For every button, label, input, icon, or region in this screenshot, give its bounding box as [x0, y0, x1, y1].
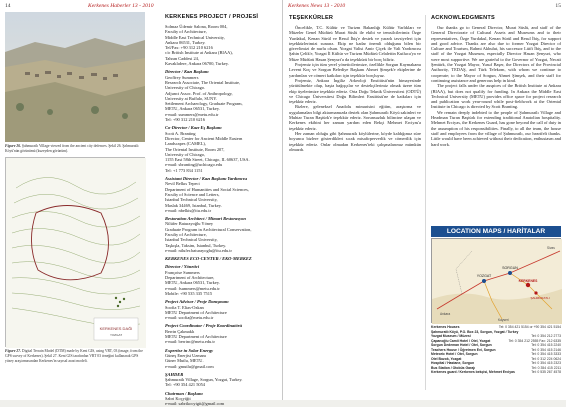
contact-line: Research Associate, The Oriental Institute,: [165, 79, 241, 85]
contact-block: [165, 372, 277, 388]
column-divider: [425, 15, 426, 390]
legend-rows: [431, 325, 561, 375]
svg-text:KERKENES DAĞI: KERKENES DAĞI: [99, 326, 133, 332]
svg-text:YOZGAT: YOZGAT: [109, 333, 123, 338]
contact-line: Berrin Çakmaklı: [165, 328, 195, 334]
contact-line: Sabri Koçyiğit: [165, 396, 191, 401]
contact-line: e-mail: nilufer.baturayoglu@itu.edu.tr: [165, 247, 232, 253]
contact-line: Tahran Caddesi 24,: [165, 55, 199, 61]
contact-role: Director / Yönetici: [165, 264, 200, 270]
figure-26-text: Şahmuratlı Village viewed from the ancient city defences. Şekil 26. Şahmuratlı Köyü'nün görünümü (kuzeyden görünüm).: [5, 144, 139, 153]
figure-27-label: Figure 27.: [5, 349, 21, 354]
village-photo-illustration: [5, 12, 145, 142]
contact-line: University of Chicago,: [165, 151, 206, 157]
contact-role: Assistant Director / Kazı Başkanı Yardımcısı: [165, 176, 248, 182]
legend-place: Hospital / Hastane, Sorgun: [431, 361, 475, 365]
contact-line: Solmaz Üdemir Salona, Room 004,: [165, 24, 228, 29]
contact-line: Scott A. Branting: [165, 130, 196, 136]
contact-line: Ankara 06531, Turkey.: [165, 39, 206, 45]
contact-line: Françoise Summers: [165, 269, 200, 275]
contact-line: Istanbul Technical University,: [165, 237, 218, 243]
contact-line: Adjunct Assoc. Prof. of Anthropology,: [165, 90, 233, 96]
kerkenes-project-heading: KERKENES PROJECT / PROJESİ: [165, 14, 259, 20]
contact-block: [165, 323, 277, 344]
dtm-map-illustration: [6, 158, 146, 348]
contact-line: Geoffrey Summers: [165, 74, 199, 80]
contact-line: Tel: +90 354 421 5054: [165, 382, 205, 388]
contact-line: Istanbul Technical University,: [165, 197, 218, 203]
legend-phone: Tel: 0 354 415 3333: [531, 352, 561, 356]
contact-line: Faculty of Science and Letters,: [165, 191, 220, 197]
contact-line: e-mail: sabrikocyigit@gmail.com: [165, 401, 225, 407]
contact-line: Tel: +90 312 210 6216: [165, 117, 205, 123]
figure-26-label: Figure 26.: [5, 144, 21, 148]
right-running-head-title: Kerkenes News 13 - 2010: [288, 3, 346, 9]
map-label-sivas: Sivas: [547, 246, 555, 250]
turkish-paragraph: Bizlere, geleneksel Anadolu mimarisini eğitim, araştırma ve uygulamaları bilgi aktarmamızda destek olan Şahmuratlı Köyü sakinleri ve Muhtar Turan Baştürk'e teşekkür ederiz. Sorunsuzluk bilincine ulaşan ve Kerkenes ekibini her zaman yardım eden Bekçi Mehmet Erciyas'a teşekkür ederiz.: [289, 104, 421, 131]
contact-block: [165, 69, 277, 122]
dtm-map: [5, 157, 145, 347]
english-paragraph: The project falls under the auspices of the British Institute at Ankara (BIAA), but does not qualify for funding. In Ankara the Middle East Technical University (METU) provides office space for project research and publication work year-round while post-fieldwork at the Oriental Institute in Chicago is directed by Scott Branting.: [431, 83, 561, 110]
right-page: [283, 0, 566, 400]
contact-line: Taşkışla, Taksim, Istanbul, Turkey.: [165, 242, 227, 248]
contact-block: [165, 125, 277, 173]
village-photo: [5, 12, 145, 142]
right-running-head: [288, 3, 561, 12]
contacts-column: [165, 14, 277, 407]
map-label-sahmuratli: ŞAHMURATLI: [530, 296, 550, 300]
acknowledgments-heading: ACKNOWLEDGMENTS: [431, 15, 495, 21]
location-map: [431, 238, 561, 323]
contact-line: Maslak 34469, Istanbul, Turkey.: [165, 202, 222, 208]
turkish-column: [289, 15, 421, 393]
legend-phone: Tel: 0 354 421 5154 or +90 354 421 5154: [498, 325, 561, 329]
contact-line: University at Buffalo, SUNY.: [165, 95, 217, 101]
contact-block: [165, 348, 277, 369]
contact-line: e-mail: berrinc@metu.edu.tr: [165, 339, 216, 345]
legend-place: Kerkenes guard / Kerkenes bekçisi, Mehmet Erciyas: [431, 370, 515, 374]
legend-phone: Tel: 0 354 415 2240: [531, 343, 561, 347]
legend-place: Sorgun Dedeman Hotel / Otel, Sorgun: [431, 343, 492, 347]
english-column: [431, 15, 561, 223]
legend-phone: Tel: 0 354 212 2555 Fax: 212 6335: [508, 338, 561, 343]
contact-role: Director / Kazı Başkanı: [165, 69, 209, 75]
contact-role: Restoration Architect / Mimari Restorasyon: [165, 216, 246, 222]
contact-line: e-mail: soofia@metu.edu.tr: [165, 315, 214, 321]
location-maps-banner: LOCATION MAPS / HARİTALAR: [431, 226, 561, 237]
map-legend: [431, 325, 561, 390]
contact-line: Director, Center for Ancient Middle Eastern: [165, 135, 243, 141]
contact-line: METU Department of Architecture: [165, 334, 227, 340]
contact-line: e-mail: summers@metu.edu.tr: [165, 111, 219, 117]
legend-place: Çapanoğlu Camii Hotel / Otel, Yozgat: [431, 338, 491, 343]
legend-phone: Tel: 0 354 415 2211: [531, 365, 561, 370]
contact-line: Settlement Archaeology, Graduate Program,: [165, 101, 243, 107]
english-paragraphs: [431, 25, 561, 147]
figure-column: [5, 12, 155, 364]
contact-line: University of Chicago.: [165, 85, 206, 91]
legend-row: [431, 370, 561, 375]
turkish-paragraph: Her zaman olduğu gibi Şahmuratlı köylülerine, köyde kaldığımız süre boyunca bizlere gösterdikleri sıcak misafirperverlik ve cömertlik için teşekkür ederiz. Onlar olmadan Kerkenes'teki çalışmalarımız mümkün olmazdı.: [289, 130, 421, 152]
contact-line: Landscapes (CAMEL),: [165, 141, 206, 147]
legend-phone: Tel: 0 535 267 4578: [531, 370, 561, 374]
contact-block: [165, 176, 277, 213]
contact-role: Project Advisor / Proje Danışmanı: [165, 299, 229, 305]
contact-line: Şahmuratlı Village, Sorgun, Yozgat, Turkey.: [165, 377, 243, 383]
contact-line: e-mail: gmutlu@gmail.com: [165, 363, 214, 369]
contact-line: Graduate Program in Architectural Conservation,: [165, 226, 252, 232]
contact-line: Nevil Belkıs Tepeci: [165, 181, 200, 187]
legend-place: Kerkenes Houses: [431, 325, 460, 329]
legend-phone: Tel: 0 312 224 0624: [531, 356, 561, 361]
legend-phone: Tel: 0 354 212 2773: [531, 334, 561, 338]
figure-26-caption: [5, 144, 145, 153]
contact-line: Kavaklıdere, Ankara 06700, Turkey.: [165, 61, 229, 67]
figure-27-caption: [5, 349, 145, 363]
left-running-head: [5, 3, 154, 12]
left-running-head-title: Kerkenes Haberler 13 - 2010: [88, 3, 154, 9]
map-label-yozgat: YOZGAT: [476, 274, 492, 278]
turkish-paragraph: Projemiz, Ankara İngiliz Arkeoloji Enstitüsü'nün himayesinde yürütülmekte olup, başta bağışçılar ve destekçilerimiz olmak üzere tüm ekip üyelerimize teşekkür ederiz. Orta Doğu Teknik Üniversitesi (ODTÜ) ve Chicago Üniversitesi Doğu Bilimleri Enstitüsü'ne de katkıları için teşekkür ederiz.: [289, 77, 421, 105]
contact-line: METU Department of Architecture: [165, 309, 227, 315]
map-label-ankara: Ankara: [440, 312, 451, 316]
legend-place: Otel Bozok, Yozgat: [431, 356, 462, 361]
contact-role: ŞAHDER: [165, 371, 184, 377]
legend-place: Teachers House / Öğretmen Evi, Sorgun: [431, 347, 496, 352]
legend-place: Bus Station / Otobüs Garajı: [431, 365, 476, 370]
contact-line: Güner Mutlu, METU.: [165, 358, 204, 364]
contact-line: Güneş Enerjisi Uzmanı: [165, 352, 206, 358]
contact-line: e-mail: fsummers@metu.edu.tr: [165, 285, 220, 291]
contact-block: [165, 24, 277, 66]
contact-line: e-mail: sbranting@uchicago.edu: [165, 162, 223, 168]
english-paragraph: We remain deeply indebted to the people of Şahmuratlı Village and Headman Turan Baştürk for extending traditional Anatolian hospitality. Mehmet Erciyas, the Kerkenes Guard, has gone beyond the call of duty in the assumption of his responsibilities. Finally, to all the team, the house staff and employees from the village of Şahmuratlı, our heartfelt thanks. Little would have been achieved without their dedication, enthusiasm and hard work.: [431, 109, 561, 147]
legend-phone: Tel: 0 354 415 2146: [531, 347, 561, 352]
contact-line: METU, Ankara 06531, Turkey.: [165, 106, 220, 112]
legend-phone: Tel: 0 354 415 2323: [531, 361, 561, 365]
contact-block: [165, 391, 277, 407]
contact-role: Co-Director / Kazı-Eş Başkanı: [165, 125, 222, 131]
contact-line: Department of Humanities and Social Sciences,: [165, 186, 249, 192]
contact-role: KERKENES ECO-CENTER / EKO-MERKEZ: [165, 256, 252, 262]
contact-line: e-mail: nbelkis@itu.edu.tr: [165, 207, 212, 213]
contact-block: [165, 256, 277, 261]
contact-line: Department of Architecture,: [165, 275, 215, 281]
contact-line: c/o British Institute at Ankara (BIAA),: [165, 50, 233, 56]
contact-line: 1155 East 58th Street, Chicago, IL 60637, USA.: [165, 157, 250, 163]
map-label-kayseri: Kayseri: [498, 318, 509, 322]
contact-line: Nilüfer Baturayoğlu Yöney: [165, 221, 214, 227]
contact-line: Tel/Fax: +90 312 210 6216: [165, 45, 213, 51]
contact-line: Faculty of Architecture,: [165, 29, 207, 35]
contact-role: Expertise in Solar Energy: [165, 347, 214, 353]
legend-place: Yozgat Museum / Müzesi: [431, 334, 471, 338]
map-label-sorgun: SORGUN: [502, 266, 518, 270]
contact-role: Chairman / Başkanı: [165, 390, 203, 396]
contact-block: [165, 216, 277, 253]
tesekkurler-heading: TEŞEKKÜRLER: [289, 15, 334, 21]
contact-line: Faculty of Architecture,: [165, 231, 207, 237]
right-page-number: 15: [555, 3, 561, 9]
contact-line: Mobile: +90 535 335 7515: [165, 290, 213, 296]
turkish-paragraphs: [289, 25, 421, 152]
contact-line: Soofia T. Elias-Ozkan: [165, 304, 204, 310]
legend-place: Şahmuratlı Köyü, P.O. Box 23, Sorgun, Yozgat / Turkey: [431, 329, 519, 334]
contact-line: Middle East Technical University,: [165, 34, 225, 40]
contact-line: The Oriental Institute, Room 207,: [165, 146, 225, 152]
contact-block: [165, 299, 277, 320]
contact-role: Project Coordinator / Proje Koordinatörü: [165, 323, 243, 329]
people-list: [165, 24, 277, 407]
turkish-paragraph: Öncelikle, T.C. Kültür ve Turizm Bakanlığı Kültür Varlıkları ve Müzeler Genel Müdürü Murat Süslü ile ekibi ve temsilcilerimiz Özge Yurdakul, Kenan Sürül ve Resul İbiş'e destek ve yararlı tavsiyeleri için teşekkürlerimizi sunarız. Ekip ne kadar önemli olduğunu bilen bir görevlimizi de nurlu olsun. Yozgat Valisi Amir Çiçek ile Vali Yardımcısı Şahin Çelik'e, Yozgat İl Kültür ve Turizm Müdürü Celalettin Kutluca'ya ve Müze Müdürü Hasan Şenyurt'a da teşekkürü bir borç biliriz.: [289, 25, 421, 62]
contact-block: [165, 264, 277, 296]
left-page-number: 14: [5, 3, 11, 9]
legend-place: Meteoric Hotel / Otel, Sorgun: [431, 352, 478, 356]
contact-line: Tel: +1 773 834 1151: [165, 167, 203, 173]
english-paragraph: Our thanks go to General Director, Murat Süslü, and staff of the General Directorate of Cultural Assets and Museums and to their representatives, Özge Yurdakul, Kenan Sürül and Resul İbiş, for support and good advice. Thanks are also due to former Yozgat Director of Culture and Tourism, Rahmi Akbulut, his successor Lütfi İbiş, and to the staff of the Yozgat Museum, especially Director Hasan Şenyurt, who were most supportive. We are grateful to the Governor of Yozgat, Necati Şentürk, the Yozgat Mayor, Yusuf Başer, the Directors of the Provincial Authority, TEDAŞ, and Türk Telekom, with whom we continue to cooperate; to the Mayor of Sorgun, Ahmet Şimşek, and their staff for continuing assistance and generous help in kind.: [431, 25, 561, 83]
location-map-illustration: [432, 239, 562, 324]
contact-line: METU, Ankara 06531, Turkey.: [165, 280, 220, 286]
turkish-paragraph: Projemiz için tüm yerel yöneticilerimize, özellikle Sorgun Kaymakamı Levent Koç ve Sorgun Belediye Başkanı Ahmet Şimşek'e ekiplerine de yardımları ve cömert katkıları için teşekkür borçluyuz.: [289, 62, 421, 78]
map-label-kerkenes: KERKENES: [518, 279, 538, 283]
figure-27-text: Digital Terrain Model (DTM) made by Kent GIS, using VRT, 03 (image, from the GPS survey of Kerkenes). Şekil 27. Kent GIS tarafından VRT 03 örneğini kullanarak GPS yüzey araştırmasından Kerkenes'in sayısal arazi modeli.: [5, 349, 143, 363]
